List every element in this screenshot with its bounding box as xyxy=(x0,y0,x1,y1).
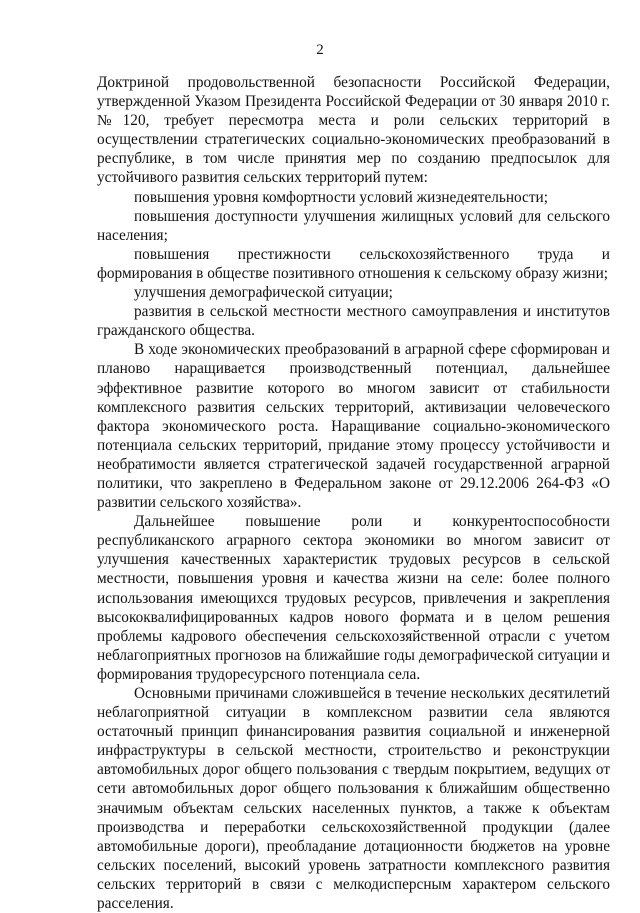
list-item-self-government: развития в сельской местности местного самоуправления и институтов гражданского общества. xyxy=(97,303,610,340)
list-item-comfort: повышения уровня комфортности условий жизнедеятельности; xyxy=(134,188,548,206)
paragraph-competitiveness: Дальнейшее повышение роли и конкурентоспособности республиканского аграрного сектора экономики во многом зависит от улучшения качественных характеристик трудовых ресурсов в сельской местности, повышения уровня и качества жизни на селе: более полного использования имеющихся трудовых ресурсов, привлечения и закрепления высококвалифицированных кадров нового формата и в целом решения проблемы кадрового обеспечения сельскохозяйственной отрасли с учетом неблагоприятных прогнозов на ближайшие годы демографической ситуации и формирования трудоресурсного потенциала села. xyxy=(97,513,610,683)
list-item-demography: улучшения демографической ситуации; xyxy=(134,284,393,302)
document-body xyxy=(97,73,610,913)
list-item-housing: повышения доступности улучшения жилищных условий для сельского населения; xyxy=(97,207,610,244)
paragraph-main-causes: Основными причинами сложившейся в течение нескольких десятилетий неблагоприятной ситуации в комплексном развитии села являются остаточный принцип финансирования развития социальной и инженерной инфраструктуры в сельской местности, строительство и реконструкции автомобильных дорог общего пользования с твердым покрытием, ведущих от сети автомобильных дорог общего пользования к ближайшим общественно значимым объектам сельских населенных пунктов, а также к объектам производства и переработки сельскохозяйственной продукции (далее автомобильные дороги), преобладание дотационности бюджетов на уровне сельских поселений, высокий уровень затратности комплексного развития сельских территорий в связи с мелкодисперсным характером сельского расселения. xyxy=(97,685,610,913)
page-number: 2 xyxy=(316,42,324,58)
list-item-prestige: повышения престижности сельскохозяйственного труда и формирования в обществе позитивного отношения к сельскому образу жизни; xyxy=(97,245,610,282)
paragraph-intro: Доктриной продовольственной безопасности Российской Федерации, утвержденной Указом Президента Российской Федерации от 30 января 2010 г. №120, требует пересмотра места и роли сельских территорий в осуществлении стратегических социально-экономических преобразований в республике, в том числе принятия мер по созданию предпосылок для устойчивого развития сельских территорий путем: xyxy=(97,74,610,187)
paragraph-economic-transformation: В ходе экономических преобразований в аграрной сфере сформирован и планово наращивается производственный потенциал, дальнейшее эффективное развитие которого во многом зависит от стабильности комплексного развития сельских территорий, активизации человеческого фактора экономического роста. Наращивание социально-экономического потенциала сельских территорий, придание этому процессу устойчивости и необратимости является стратегической задачей государственной аграрной политики, что закреплено в Федеральном законе от 29.12.2006 264-ФЗ «О развитии сельского хозяйства». xyxy=(97,341,610,512)
